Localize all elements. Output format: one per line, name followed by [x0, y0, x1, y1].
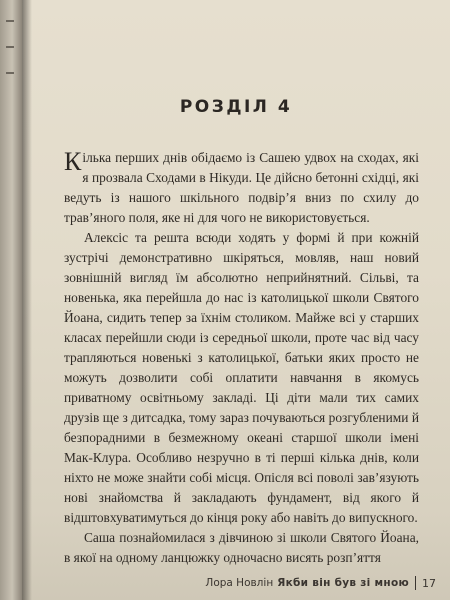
- chapter-title: РОЗДІЛ 4: [179, 97, 293, 117]
- paragraph-2: Алексіс та решта всюди ходять у формі й при кожній зустрічі демонстративно шкіряться, мовляв, наш новий зовнішній вигляд їм абсолютно неприйнятний. Сільві, та новенька, яка перейшла до нас із католицької школи Святого Йоана, сидить тепер за їхнім столиком. Майже всі у старших класах перейшли сюди із середньої школи, проте час від часу трапляються новенькі з католицької, батьки яких просто не можуть дозволити собі оплатити навчання в якомусь приватному освітньому закладі. Ці діти мали тих самих друзів ще з дитсадка, тому зараз почуваються розгубленими й безпорадними в безмежному океані старшої школи імені Мак-Клура. Особливо незручно в ті перші кілька днів, коли ніхто не може знайти собі місця. Опісля всі поволі зав’язують нові знайомства й закладають фундамент, від якого й відштовхуватимуться до кінця року або навіть до випускного.: [64, 230, 419, 525]
- text-fragment: [6, 20, 14, 22]
- paragraph-3: Саша познайомилася з дівчиною зі школи Святого Йоана, в якої на одному ланцюжку одночасно висять розп’яття: [64, 530, 419, 565]
- book-page: [22, 0, 450, 600]
- previous-page-edge: [0, 0, 22, 600]
- footer-separator: [415, 576, 416, 590]
- spine-shadow: [22, 0, 32, 600]
- paragraph-1-rest: ілька перших днів обідаємо із Сашею удвох на сходах, які я прозвала Сходами в Нікуди. Це дійсно бетонні східці, які ведуть із нашого шкільного подвір’я вниз по схилу до трав’яного поля, яке ні для чого не використовується.: [64, 150, 419, 225]
- body-text: [64, 148, 419, 568]
- page-number: 17: [422, 576, 436, 590]
- footer-book-title: Якби він був зі мною: [277, 577, 409, 589]
- footer-author: Лора Новлін: [205, 577, 274, 589]
- text-fragment: [6, 72, 14, 74]
- drop-cap: К: [64, 147, 82, 176]
- text-fragment: [6, 46, 14, 48]
- running-footer: [205, 576, 436, 590]
- paragraph-1: [64, 148, 419, 228]
